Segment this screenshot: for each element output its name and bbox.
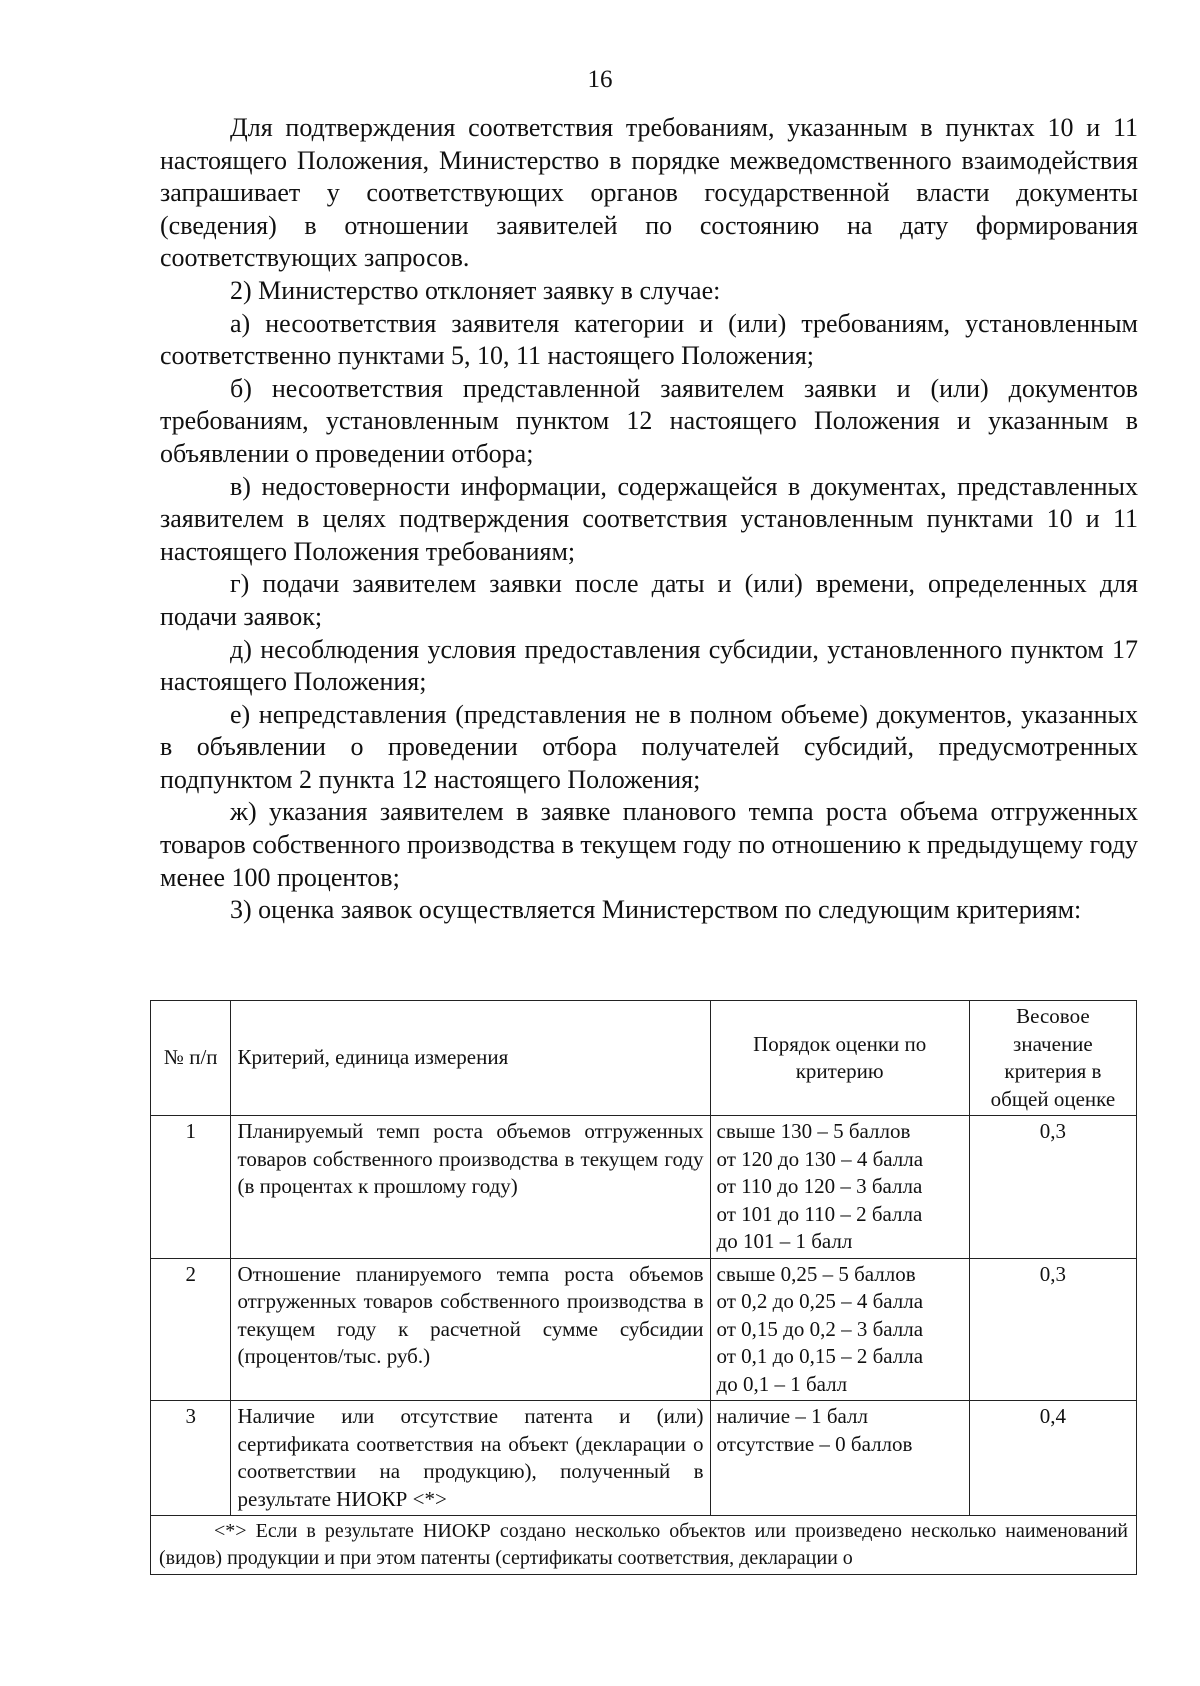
order-line: наличие – 1 балл bbox=[716, 1404, 869, 1428]
order-line: до 0,1 – 1 балл bbox=[716, 1371, 848, 1396]
order-line: от 101 до 110 – 2 балла bbox=[716, 1201, 923, 1226]
header-order: Порядок оценки по критерию bbox=[710, 1001, 969, 1116]
paragraph: в) недостоверности информации, содержащейся в документах, представленных заявителем в целях подтверждения соответствия установленным пунктами 10 и 11 настоящего Положения требованиям; bbox=[160, 471, 1138, 566]
page-number: 16 bbox=[587, 66, 613, 93]
row-order bbox=[710, 1116, 969, 1259]
table-footnote: <*> Если в результате НИОКР создано несколько объектов или произведено несколько наименований (видов) продукции и при этом патенты (сертификаты соответствия, декларации о bbox=[151, 1516, 1137, 1575]
row-order bbox=[710, 1258, 969, 1401]
table-row bbox=[151, 1258, 1137, 1401]
order-line: от 0,15 до 0,2 – 3 балла bbox=[716, 1316, 924, 1341]
header-criterion: Критерий, единица измерения bbox=[231, 1001, 710, 1116]
paragraph: е) непредставления (представления не в полном объеме) документов, указанных в объявлении о проведении отбора получателей субсидий, предусмотренных подпунктом 2 пункта 12 настоящего Положения; bbox=[160, 699, 1138, 794]
paragraph: Для подтверждения соответствия требованиям, указанным в пунктах 10 и 11 настоящего Положения, Министерство в порядке межведомственного взаимодействия запрашивает у соответствующих органов государственной власти документы (сведения) в отношении заявителей по состоянию на дату формирования соответствующих запросов. bbox=[160, 113, 1138, 273]
paragraph: 2) Министерство отклоняет заявку в случае: bbox=[230, 275, 721, 305]
row-criterion: Наличие или отсутствие патента и (или) сертификата соответствия на объект (декларации о соответствии на продукцию), полученный в результате НИОКР <*> bbox=[231, 1401, 710, 1516]
criteria-table bbox=[150, 1000, 1137, 1575]
row-num: 2 bbox=[151, 1258, 231, 1401]
row-criterion: Планируемый темп роста объемов отгруженных товаров собственного производства в текущем году (в процентах к прошлому году) bbox=[231, 1116, 710, 1259]
table-row bbox=[151, 1401, 1137, 1516]
paragraph: 3) оценка заявок осуществляется Министерством по следующим критериям: bbox=[230, 895, 1082, 925]
order-line: свыше 130 – 5 баллов bbox=[716, 1119, 911, 1143]
header-weight: Весовое значение критерия в общей оценке bbox=[969, 1001, 1136, 1116]
header-num: № п/п bbox=[151, 1001, 231, 1116]
order-line: от 0,2 до 0,25 – 4 балла bbox=[716, 1289, 924, 1313]
order-line: до 101 – 1 балл bbox=[716, 1229, 853, 1253]
order-line: отсутствие – 0 баллов bbox=[716, 1431, 913, 1456]
table-row bbox=[151, 1116, 1137, 1259]
row-weight: 0,3 bbox=[969, 1116, 1136, 1259]
paragraph: б) несоответствия представленной заявителем заявки и (или) документов требованиям, установленным пунктом 12 настоящего Положения и указанным в объявлении о проведении отбора; bbox=[160, 373, 1138, 468]
row-order bbox=[710, 1401, 969, 1516]
table-footnote-row bbox=[151, 1516, 1137, 1575]
document-body bbox=[160, 112, 1138, 927]
order-line: свыше 0,25 – 5 баллов bbox=[716, 1261, 916, 1286]
row-num: 1 bbox=[151, 1116, 231, 1259]
row-weight: 0,3 bbox=[969, 1258, 1136, 1401]
paragraph: ж) указания заявителем в заявке планового темпа роста объема отгруженных товаров собственного производства в текущем году по отношению к предыдущему году менее 100 процентов; bbox=[160, 797, 1138, 892]
paragraph: г) подачи заявителем заявки после даты и (или) времени, определенных для подачи заявок; bbox=[160, 569, 1138, 631]
row-weight: 0,4 bbox=[969, 1401, 1136, 1516]
paragraph: д) несоблюдения условия предоставления субсидии, установленного пунктом 17 настоящего Положения; bbox=[160, 634, 1138, 697]
table-header-row bbox=[151, 1001, 1137, 1116]
row-num: 3 bbox=[151, 1401, 231, 1516]
order-line: от 120 до 130 – 4 балла bbox=[716, 1146, 924, 1171]
order-line: от 110 до 120 – 3 балла bbox=[716, 1174, 923, 1198]
row-criterion: Отношение планируемого темпа роста объемов отгруженных товаров собственного производства в текущем году к расчетной сумме субсидии (процентов/тыс. руб.) bbox=[231, 1258, 710, 1401]
paragraph: а) несоответствия заявителя категории и (или) требованиям, установленным соответственно пунктами 5, 10, 11 настоящего Положения; bbox=[160, 308, 1138, 371]
order-line: от 0,1 до 0,15 – 2 балла bbox=[716, 1344, 924, 1368]
